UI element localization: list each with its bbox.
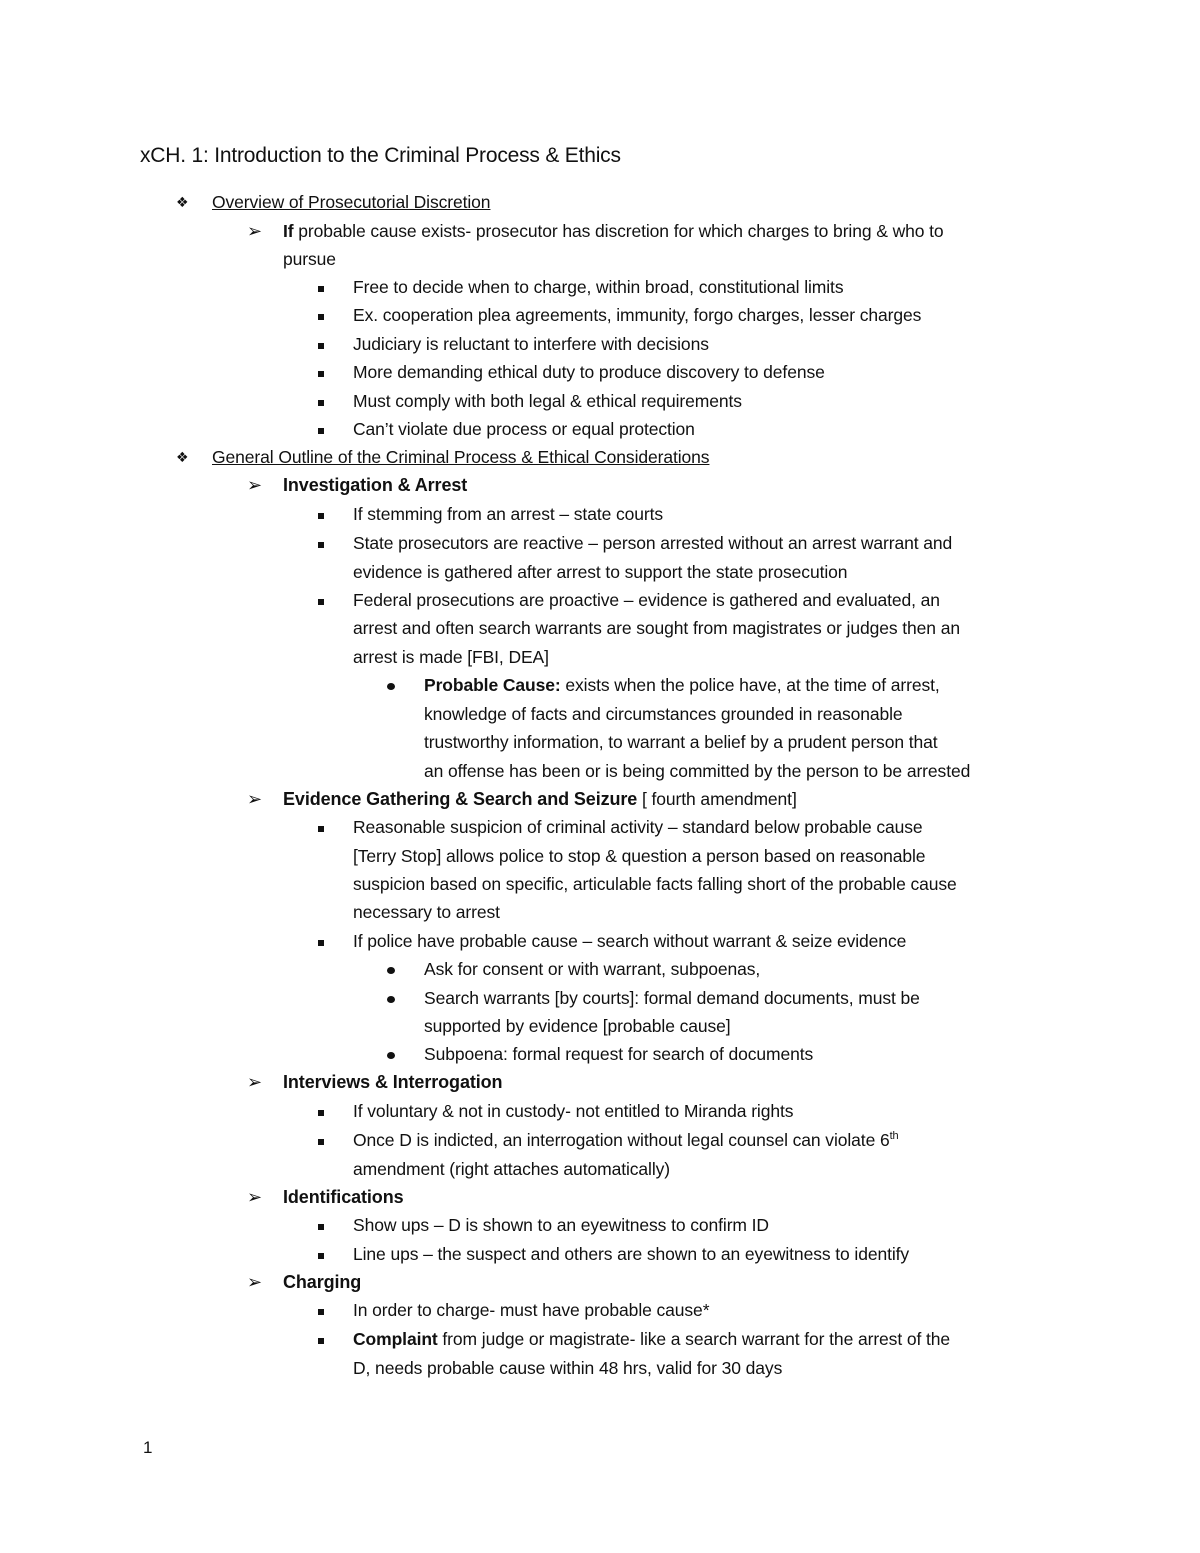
- item-text: from judge or magistrate- like a search warrant for the arrest of the: [437, 1329, 951, 1349]
- bold-text: Complaint: [353, 1329, 438, 1349]
- list-item-continuation: knowledge of facts and circumstances grounded in reasonable: [424, 704, 903, 724]
- square-bullet-icon: [318, 1240, 324, 1268]
- list-item-continuation: necessary to arrest: [353, 902, 500, 922]
- square-bullet-icon: [318, 415, 324, 443]
- square-bullet-icon: [318, 1097, 324, 1125]
- list-item: Free to decide when to charge, within broad, constitutional limits: [353, 277, 844, 297]
- subheading-identifications: Identifications: [283, 1187, 404, 1207]
- list-item: If police have probable cause – search without warrant & seize evidence: [353, 931, 907, 951]
- page-number: 1: [143, 1438, 153, 1457]
- list-item: Judiciary is reluctant to interfere with decisions: [353, 334, 709, 354]
- square-bullet-icon: [318, 330, 324, 358]
- bold-text: If: [283, 221, 294, 241]
- list-item: [353, 1126, 899, 1154]
- superscript: th: [889, 1130, 899, 1143]
- list-item: [424, 671, 940, 699]
- square-bullet-icon: [318, 358, 324, 386]
- list-item: Show ups – D is shown to an eyewitness to confirm ID: [353, 1215, 769, 1235]
- list-item: Can’t violate due process or equal protection: [353, 419, 695, 439]
- list-item-continuation: amendment (right attaches automatically): [353, 1159, 670, 1179]
- page-title: xCH. 1: Introduction to the Criminal Process & Ethics: [140, 144, 621, 167]
- list-item-continuation: [Terry Stop] allows police to stop & question a person based on reasonable: [353, 846, 926, 866]
- arrow-bullet-icon: ➢: [247, 789, 263, 809]
- square-bullet-icon: [318, 500, 324, 528]
- list-item: Line ups – the suspect and others are shown to an eyewitness to identify: [353, 1244, 910, 1264]
- bold-text: Probable Cause:: [424, 675, 561, 695]
- list-item: [283, 217, 944, 245]
- arrow-bullet-icon: ➢: [247, 1072, 263, 1092]
- arrow-bullet-icon: ➢: [247, 475, 263, 495]
- list-item-continuation: pursue: [283, 249, 336, 269]
- square-bullet-icon: [318, 1126, 324, 1154]
- list-item: If voluntary & not in custody- not entitled to Miranda rights: [353, 1101, 794, 1121]
- square-bullet-icon: [318, 529, 324, 557]
- list-item-continuation: evidence is gathered after arrest to support the state prosecution: [353, 562, 848, 582]
- diamond-bullet-icon: ❖: [176, 194, 189, 210]
- square-bullet-icon: [318, 1211, 324, 1239]
- arrow-bullet-icon: ➢: [247, 1272, 263, 1292]
- square-bullet-icon: [318, 586, 324, 614]
- dot-bullet-icon: [387, 1040, 395, 1068]
- arrow-bullet-icon: ➢: [247, 1187, 263, 1207]
- diamond-bullet-icon: ❖: [176, 449, 189, 465]
- square-bullet-icon: [318, 387, 324, 415]
- square-bullet-icon: [318, 1325, 324, 1353]
- square-bullet-icon: [318, 813, 324, 841]
- item-text: exists when the police have, at the time of arrest,: [560, 675, 940, 695]
- square-bullet-icon: [318, 301, 324, 329]
- list-item-continuation: arrest and often search warrants are sought from magistrates or judges then an: [353, 618, 960, 638]
- list-item: Search warrants [by courts]: formal demand documents, must be: [424, 988, 920, 1008]
- item-text: Once D is indicted, an interrogation without legal counsel can violate 6: [353, 1130, 890, 1150]
- dot-bullet-icon: [387, 671, 395, 699]
- list-item-continuation: trustworthy information, to warrant a belief by a prudent person that: [424, 732, 938, 752]
- list-item: Ask for consent or with warrant, subpoenas,: [424, 959, 761, 979]
- section-heading-general-outline: General Outline of the Criminal Process & Ethical Considerations: [212, 447, 710, 467]
- list-item: Ex. cooperation plea agreements, immunity, forgo charges, lesser charges: [353, 305, 922, 325]
- section-heading-prosecutorial-discretion: Overview of Prosecutorial Discretion: [212, 192, 491, 212]
- square-bullet-icon: [318, 927, 324, 955]
- subheading-interviews-interrogation: Interviews & Interrogation: [283, 1072, 503, 1092]
- list-item: Subpoena: formal request for search of documents: [424, 1044, 814, 1064]
- dot-bullet-icon: [387, 984, 395, 1012]
- list-item: If stemming from an arrest – state courts: [353, 504, 664, 524]
- subheading-charging: Charging: [283, 1272, 362, 1292]
- list-item: State prosecutors are reactive – person arrested without an arrest warrant and: [353, 533, 953, 553]
- square-bullet-icon: [318, 273, 324, 301]
- list-item-continuation: suspicion based on specific, articulable facts falling short of the probable cause: [353, 874, 957, 894]
- subheading-note: [ fourth amendment]: [637, 789, 797, 809]
- list-item-continuation: D, needs probable cause within 48 hrs, valid for 30 days: [353, 1358, 783, 1378]
- arrow-bullet-icon: ➢: [247, 221, 263, 241]
- subheading-evidence-gathering: [283, 785, 797, 813]
- list-item-continuation: supported by evidence [probable cause]: [424, 1016, 731, 1036]
- list-item-continuation: an offense has been or is being committed by the person to be arrested: [424, 761, 971, 781]
- square-bullet-icon: [318, 1296, 324, 1324]
- list-item: Reasonable suspicion of criminal activity – standard below probable cause: [353, 817, 923, 837]
- list-item-continuation: arrest is made [FBI, DEA]: [353, 647, 549, 667]
- dot-bullet-icon: [387, 955, 395, 983]
- subheading-text: Evidence Gathering & Search and Seizure: [283, 789, 638, 809]
- list-item: [353, 1325, 950, 1353]
- list-item: More demanding ethical duty to produce discovery to defense: [353, 362, 825, 382]
- item-text: probable cause exists- prosecutor has discretion for which charges to bring & who to: [293, 221, 944, 241]
- list-item: Federal prosecutions are proactive – evidence is gathered and evaluated, an: [353, 590, 940, 610]
- subheading-investigation-arrest: Investigation & Arrest: [283, 475, 468, 495]
- list-item: Must comply with both legal & ethical requirements: [353, 391, 742, 411]
- list-item: In order to charge- must have probable cause*: [353, 1300, 710, 1320]
